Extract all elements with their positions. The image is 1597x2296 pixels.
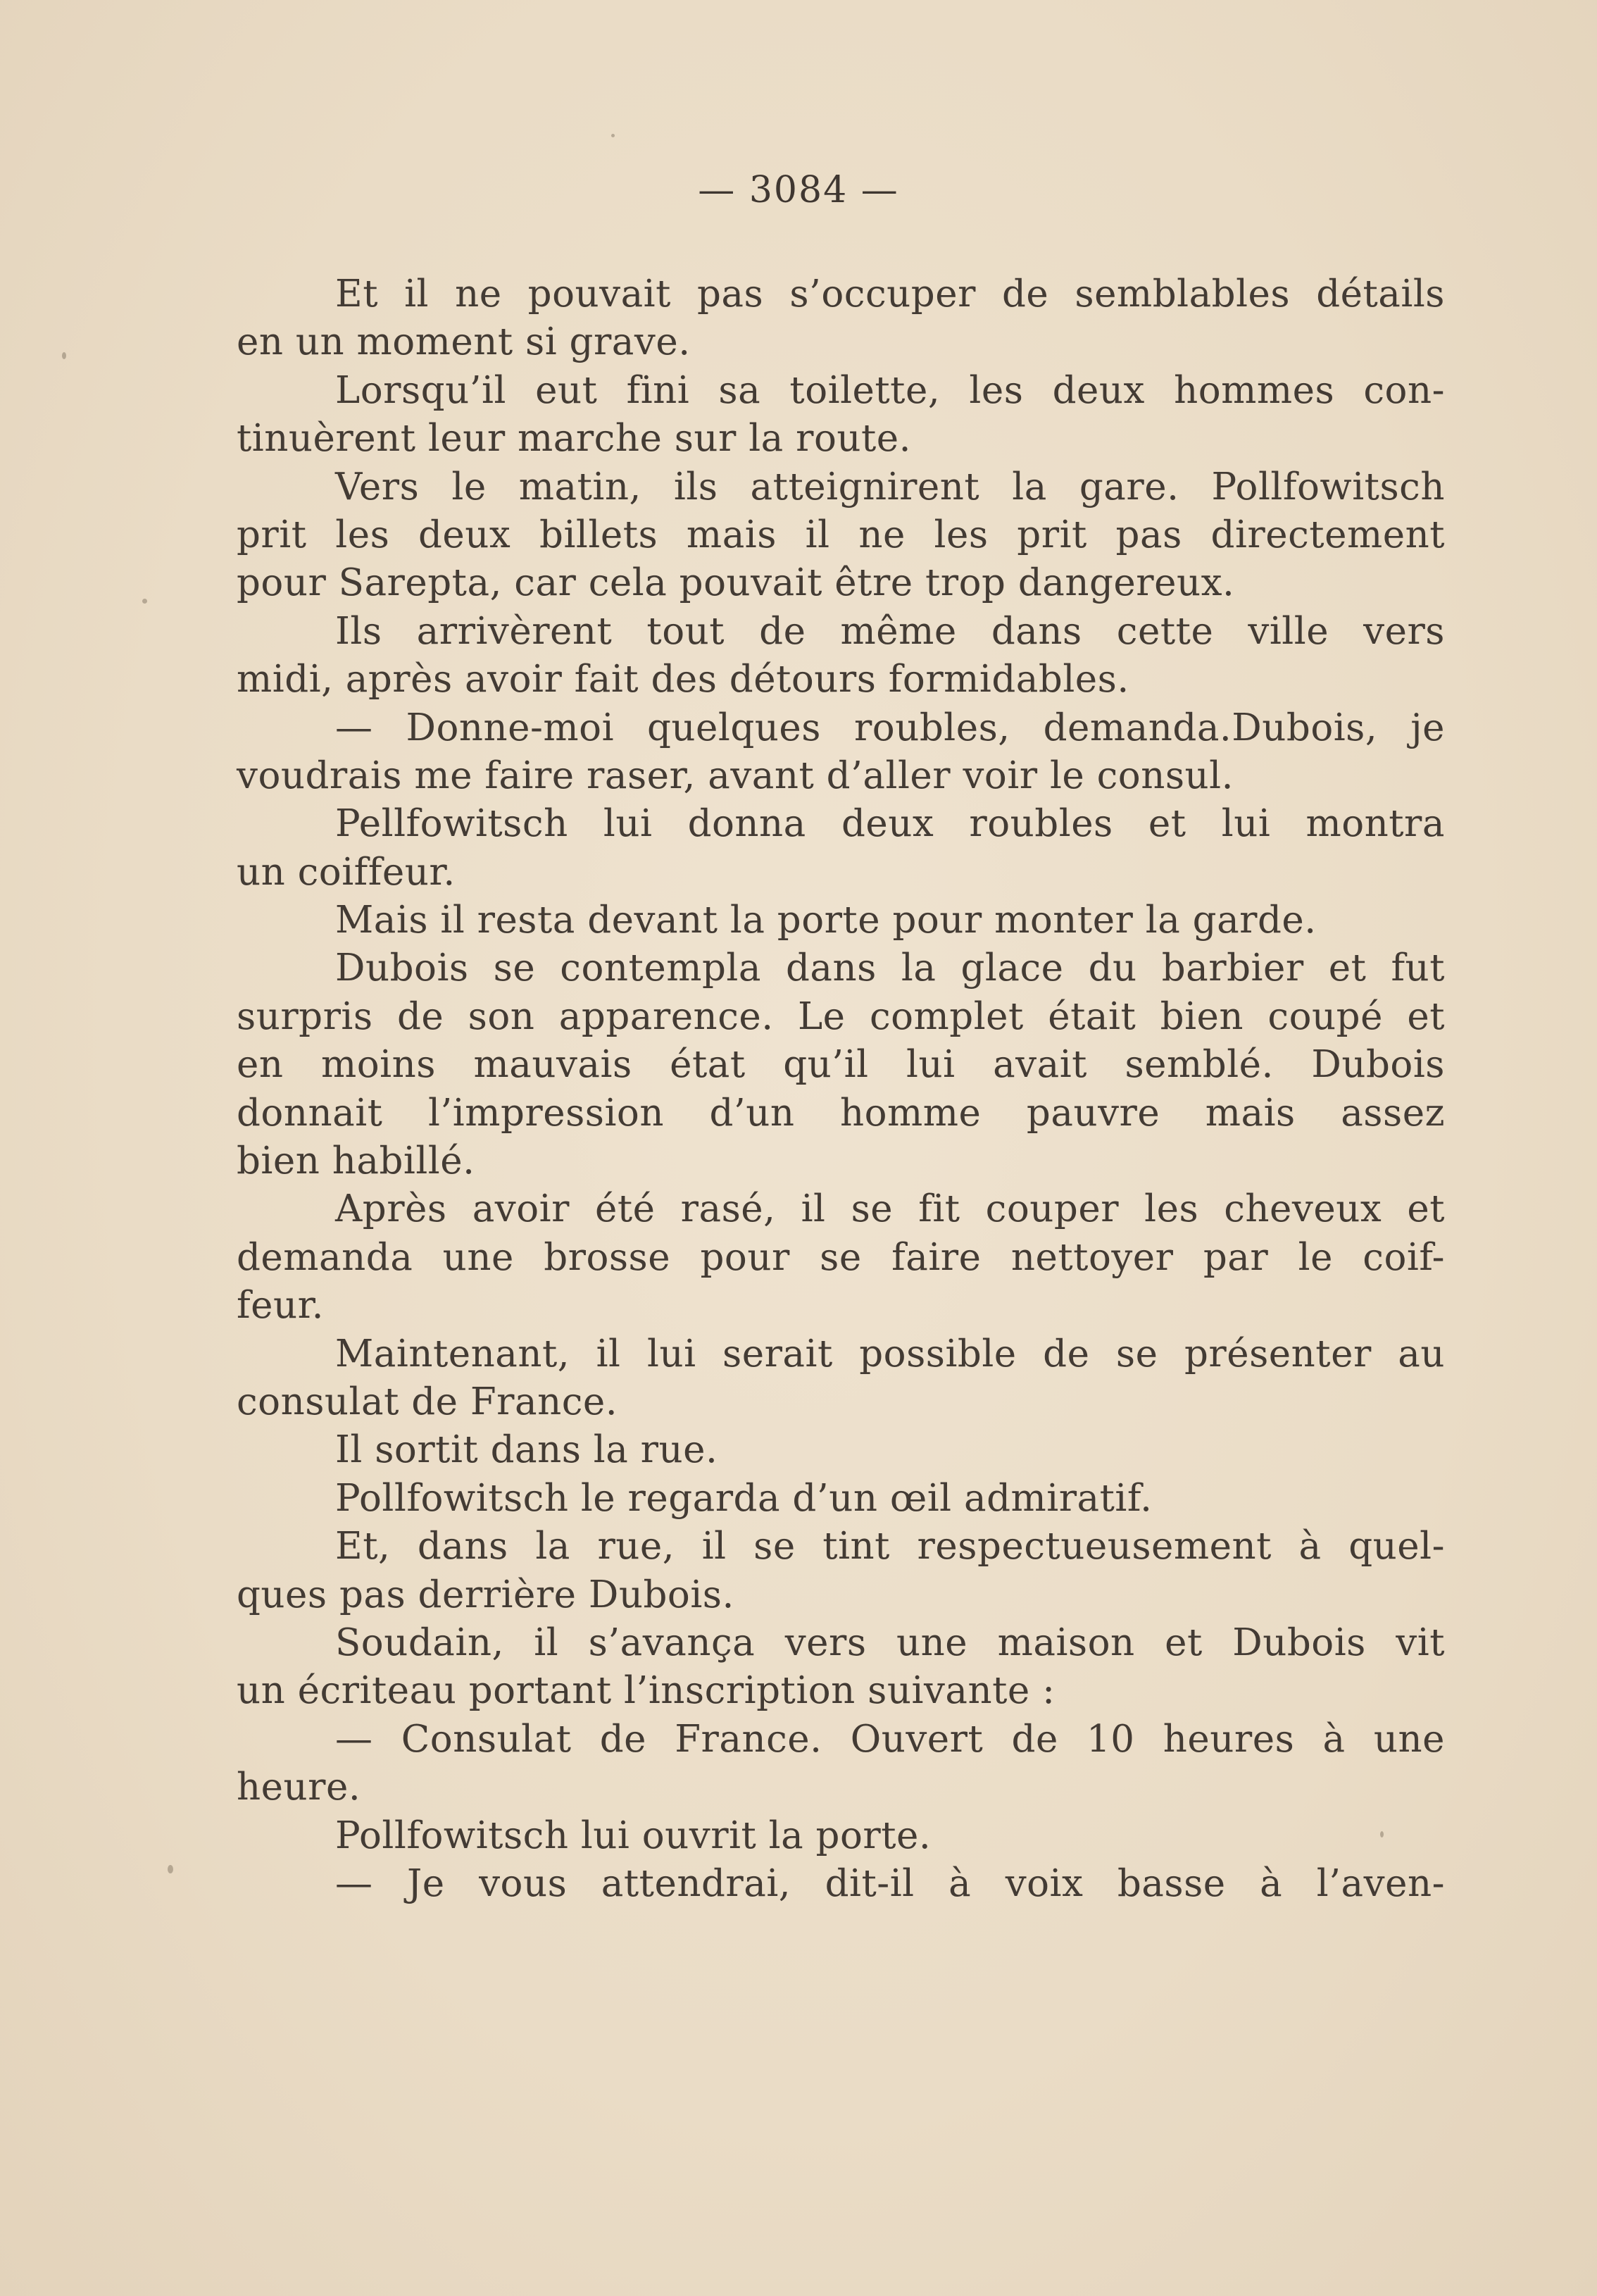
text-line: prit les deux billets mais il ne les prit pas directement (237, 513, 1445, 556)
paper-speck (168, 1865, 173, 1873)
body-text (237, 270, 1445, 1908)
text-line: Vers le matin, ils atteignirent la gare. Pollfowitsch (335, 465, 1445, 509)
text-line: Pellfowitsch lui donna deux roubles et lui montra (335, 802, 1445, 846)
text-line: heure. (237, 1766, 361, 1809)
text-line: Mais il resta devant la porte pour monter la garde. (335, 899, 1317, 942)
text-line: tinuèrent leur marche sur la route. (237, 417, 912, 461)
text-line: Pollfowitsch le regarda d’un œil admiratif. (335, 1476, 1153, 1520)
text-line: surpris de son apparence. Le complet était bien coupé et (237, 994, 1445, 1038)
text-line: Soudain, il s’avança vers une maison et Dubois vit (335, 1621, 1445, 1664)
text-line: Maintenant, il lui serait possible de se présenter au (335, 1332, 1445, 1375)
text-line: Lorsqu’il eut fini sa toilette, les deux hommes con- (335, 368, 1445, 412)
text-line: bien habillé. (237, 1140, 475, 1183)
text-line: consulat de France. (237, 1380, 618, 1423)
text-line: Ils arrivèrent tout de même dans cette ville vers (335, 609, 1445, 653)
paper-speck (611, 134, 615, 137)
text-line: en moins mauvais état qu’il lui avait semblé. Dubois (237, 1043, 1445, 1087)
text-line: Pollfowitsch lui ouvrit la porte. (335, 1814, 932, 1857)
text-line: Après avoir été rasé, il se fit couper les cheveux et (335, 1187, 1445, 1231)
text-line: ques pas derrière Dubois. (237, 1573, 734, 1616)
text-line: — Consulat de France. Ouvert de 10 heures à une (335, 1717, 1445, 1761)
paper-speck (142, 599, 147, 604)
text-line: Et il ne pouvait pas s’occuper de semblables détails (335, 273, 1445, 316)
text-line: — Je vous attendrai, dit-il à voix basse à l’aven- (335, 1861, 1445, 1905)
text-line: en un moment si grave. (237, 320, 691, 364)
text-line: voudrais me faire raser, avant d’aller voir le consul. (237, 754, 1234, 797)
paper-speck (62, 352, 66, 359)
text-line: midi, après avoir fait des détours formidables. (237, 658, 1129, 701)
text-line: Et, dans la rue, il se tint respectueusement à quel- (335, 1525, 1445, 1568)
text-line: demanda une brosse pour se faire nettoyer par le coif- (237, 1235, 1445, 1279)
text-line: donnait l’impression d’un homme pauvre mais assez (237, 1091, 1445, 1135)
text-line: Dubois se contempla dans la glace du barbier et fut (335, 947, 1445, 990)
text-line: un coiffeur. (237, 850, 456, 894)
page-number: — 3084 — (698, 169, 899, 211)
text-line: pour Sarepta, car cela pouvait être trop dangereux. (237, 561, 1235, 605)
text-line: un écriteau portant l’inscription suivante : (237, 1669, 1056, 1713)
text-line: feur. (237, 1284, 324, 1328)
text-line: — Donne-moi quelques roubles, demanda.Dubois, je (335, 706, 1445, 749)
text-line: Il sortit dans la rue. (335, 1428, 718, 1472)
